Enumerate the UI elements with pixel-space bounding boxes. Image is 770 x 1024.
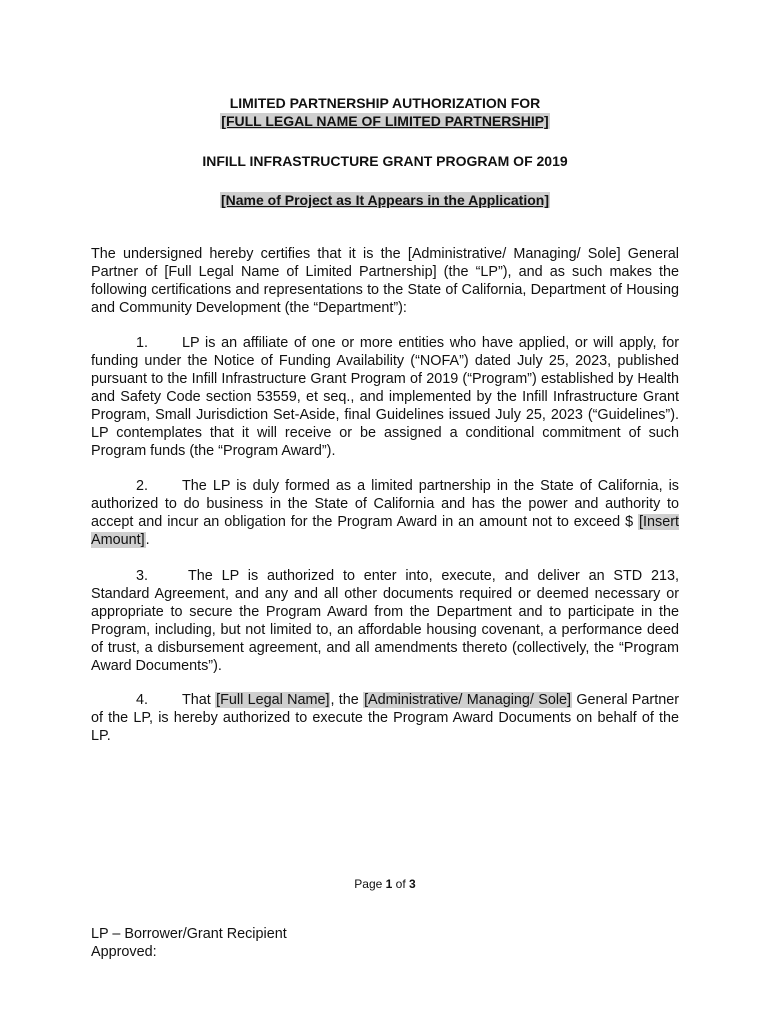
partnership-name-placeholder xyxy=(0,113,770,130)
full-legal-name-field: [Full Legal Name] xyxy=(216,692,330,708)
item-4-number: 4. xyxy=(136,692,149,708)
item-2-text: The LP is duly formed as a limited partnership in the State of California, is authorized to do business in the State of California and has the power and authority to accept and incur an obligation for the Program Award in an amount not to exceed $ xyxy=(91,478,679,530)
footer-note-line-2: Approved: xyxy=(91,944,157,960)
item-4-lead: That xyxy=(182,692,211,708)
footer-note xyxy=(91,925,287,961)
intro-paragraph: The undersigned hereby certifies that it is the [Administrative/ Managing/ Sole] General Partner of [Full Legal Name of Limited Partnership] (the “LP”), and as such makes the following certifications and representations to the State of California, Department of Housing and Community Development (the “Department”): xyxy=(91,246,679,316)
project-name-placeholder xyxy=(0,192,770,209)
page-word: Page xyxy=(354,877,383,891)
partner-role-field: [Administrative/ Managing/ Sole] xyxy=(364,692,572,708)
program-title-text: INFILL INFRASTRUCTURE GRANT PROGRAM OF 2019 xyxy=(202,153,568,169)
program-title xyxy=(0,153,770,170)
page-number xyxy=(0,877,770,891)
page-total: 3 xyxy=(409,877,416,891)
item-4-tail: General Partner of the LP, is hereby authorized to execute the Program Award Documents on behalf of the LP. xyxy=(91,692,680,744)
item-4-mid: , the xyxy=(330,692,359,708)
project-name-field: [Name of Project as It Appears in the Application] xyxy=(220,192,549,208)
item-3-number: 3. xyxy=(136,568,149,584)
page-of: of xyxy=(395,877,406,891)
page-current: 1 xyxy=(385,877,393,891)
item-2-paragraph xyxy=(91,477,679,549)
item-2-number: 2. xyxy=(136,478,149,494)
item-4-paragraph xyxy=(91,691,679,745)
item-3-text: The LP is authorized to enter into, execute, and deliver an STD 213, Standard Agreement, and any and all other documents required or deemed necessary or appropriate to secure the Program Award from the Department and to participate in the Program, including, but not limited to, an affordable housing covenant, a performance deed of trust, a disbursement agreement, and all amendments thereto (collectively, the “Program Award Documents”). xyxy=(91,568,679,674)
title-line-1: LIMITED PARTNERSHIP AUTHORIZATION FOR xyxy=(229,95,541,111)
item-3-paragraph xyxy=(91,567,679,675)
insert-amount-field: [Insert Amount] xyxy=(91,514,679,548)
item-1-text: LP is an affiliate of one or more entities who have applied, or will apply, for funding under the Notice of Funding Availability (“NOFA”) dated July 25, 2023, published pursuant to the Infill Infrastructure Grant Program of 2019 (“Program”) established by Health and Safety Code section 53559, et seq., and implemented by the Infill Infrastructure Grant Program, Small Jurisdiction Set-Aside, final Guidelines issued July 25, 2023 (“Guidelines”). LP contemplates that it will receive or be assigned a conditional commitment of such Program funds (the “Program Award”). xyxy=(91,335,679,459)
partnership-name-field: [FULL LEGAL NAME OF LIMITED PARTNERSHIP] xyxy=(221,113,549,129)
document-title xyxy=(0,95,770,112)
footer-note-line-1: LP – Borrower/Grant Recipient xyxy=(91,926,287,942)
item-2-tail: . xyxy=(145,532,150,548)
item-1-number: 1. xyxy=(136,335,149,351)
item-1-paragraph xyxy=(91,334,679,460)
